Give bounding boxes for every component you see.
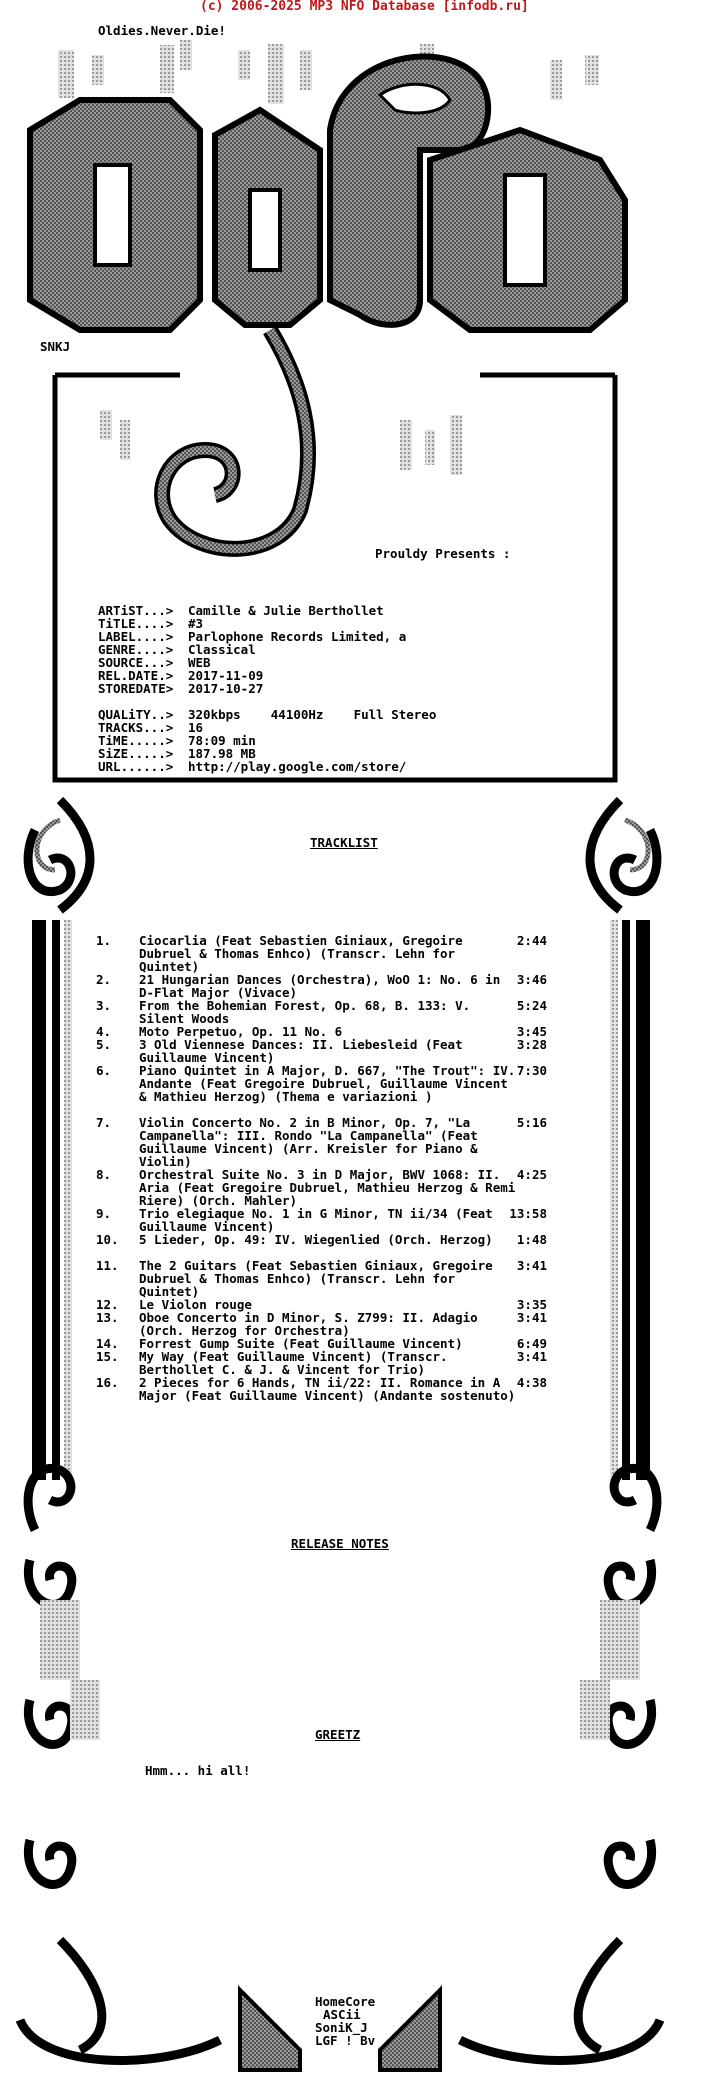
track-row: 15. My Way (Feat Guillaume Vincent) (Transcr. Berthollet C. & J. & Vincent for Trio) 3:41 [96, 1349, 547, 1377]
store-link[interactable]: http://play.google.com/store/ [188, 759, 407, 774]
info-url[interactable]: URL......> http://play.google.com/store/ [98, 759, 407, 774]
track-row: 9. Trio elegiaque No. 1 in G Minor, TN ii/34 (Feat Guillaume Vincent) 13:58 [96, 1206, 547, 1234]
info-reldate: REL.DATE.> 2017-11-09 [98, 668, 264, 683]
release-notes-heading: RELEASE NOTES [291, 1536, 389, 1551]
tracklist [96, 934, 576, 1415]
info-tracks: TRACKS...> 16 [98, 720, 204, 735]
info-genre: GENRE....> Classical [98, 642, 256, 657]
track-row: 1. Ciocarlia (Feat Sebastien Giniaux, Gregoire Dubruel & Thomas Enhco) (Transcr. Lehn for Quintet) 2:44 [96, 933, 547, 974]
track-row: 5. 3 Old Viennese Dances: II. Liebesleid (Feat Guillaume Vincent) 3:28 [96, 1037, 547, 1065]
tracklist-heading: TRACKLIST [310, 835, 378, 850]
site-header: (c) 2006-2025 MP3 NFO Database [infodb.ru] [200, 0, 529, 14]
logo-drips [58, 40, 599, 104]
info-size: SiZE.....> 187.98 MB [98, 746, 256, 761]
track-row: 16. 2 Pieces for 6 Hands, TN ii/22: II. Romance in A Major (Feat Guillaume Vincent) (Andante sostenuto) 4:38 [96, 1375, 547, 1403]
info-artist: ARTiST...> Camille & Julie Berthollet [98, 603, 384, 618]
logo-letter-n [215, 110, 320, 325]
right-pillar [590, 800, 657, 1530]
greetz-heading: GREETZ [315, 1727, 361, 1742]
track-row: 4. Moto Perpetuo, Op. 11 No. 6 3:45 [96, 1024, 547, 1039]
track-row: 11. The 2 Guitars (Feat Sebastien Giniaux, Gregoire Dubruel & Thomas Enhco) (Transcr. Lehn for Quintet) 3:41 [96, 1258, 547, 1299]
info-quality: QUALiTY..> 320kbps 44100Hz Full Stereo [98, 707, 437, 722]
logo-swirl [100, 330, 462, 549]
track-row: 2. 21 Hungarian Dances (Orchestra), WoO 1: No. 6 in D-Flat Major (Vivace) 3:46 [96, 972, 547, 1000]
tagline: Oldies.Never.Die! [98, 23, 226, 38]
track-row: 14. Forrest Gump Suite (Feat Guillaume Vincent) 6:49 [96, 1336, 547, 1351]
credit-line: HomeCore [315, 1994, 376, 2009]
track-row: 8. Orchestral Suite No. 3 in D Major, BWV 1068: II. Aria (Feat Gregoire Dubruel, Mathieu Herzog & Remi Riere) (Orch. Mahler) 4:25 [96, 1167, 547, 1208]
logo-letter-o [30, 100, 200, 330]
track-row: 13. Oboe Concerto in D Minor, S. Z799: II. Adagio (Orch. Herzog for Orchestra) 3:41 [96, 1310, 547, 1338]
left-pillar [28, 800, 90, 1530]
greetz-text: Hmm... hi all! [145, 1763, 251, 1778]
signature-tag: SNKJ [40, 339, 71, 354]
credit-line: SoniK_J [315, 2020, 368, 2035]
info-label: LABEL....> Parlophone Records Limited, a [98, 629, 407, 644]
track-row: 12. Le Violon rouge 3:35 [96, 1297, 547, 1312]
track-row: 6. Piano Quintet in A Major, D. 667, "The Trout": IV. Andante (Feat Gregoire Dubruel, Guillaume Vincent & Mathieu Herzog) (Thema e variazioni ) 7:30 [96, 1063, 547, 1104]
credit-line: LGF ! Bv [315, 2033, 376, 2048]
info-title: TiTLE....> #3 [98, 616, 204, 631]
logo-letter-d [430, 130, 625, 330]
track-row: 10. 5 Lieder, Op. 49: IV. Wiegenlied (Orch. Herzog) 1:48 [96, 1232, 547, 1247]
track-row: 7. Violin Concerto No. 2 in B Minor, Op. 7, "La Campanella": III. Rondo "La Campanella" (Feat Guillaume Vincent) (Arr. Kreisler for Piano & Violin) 5:16 [96, 1115, 547, 1169]
credit-line: ASCii [323, 2007, 361, 2022]
presents-text: Prouldy Presents : [375, 546, 511, 561]
info-source: SOURCE...> WEB [98, 655, 211, 670]
info-storedate: STOREDATE> 2017-10-27 [98, 681, 264, 696]
track-row: 3. From the Bohemian Forest, Op. 68, B. 133: V. Silent Woods 5:24 [96, 998, 547, 1026]
info-time: TiME.....> 78:09 min [98, 733, 256, 748]
